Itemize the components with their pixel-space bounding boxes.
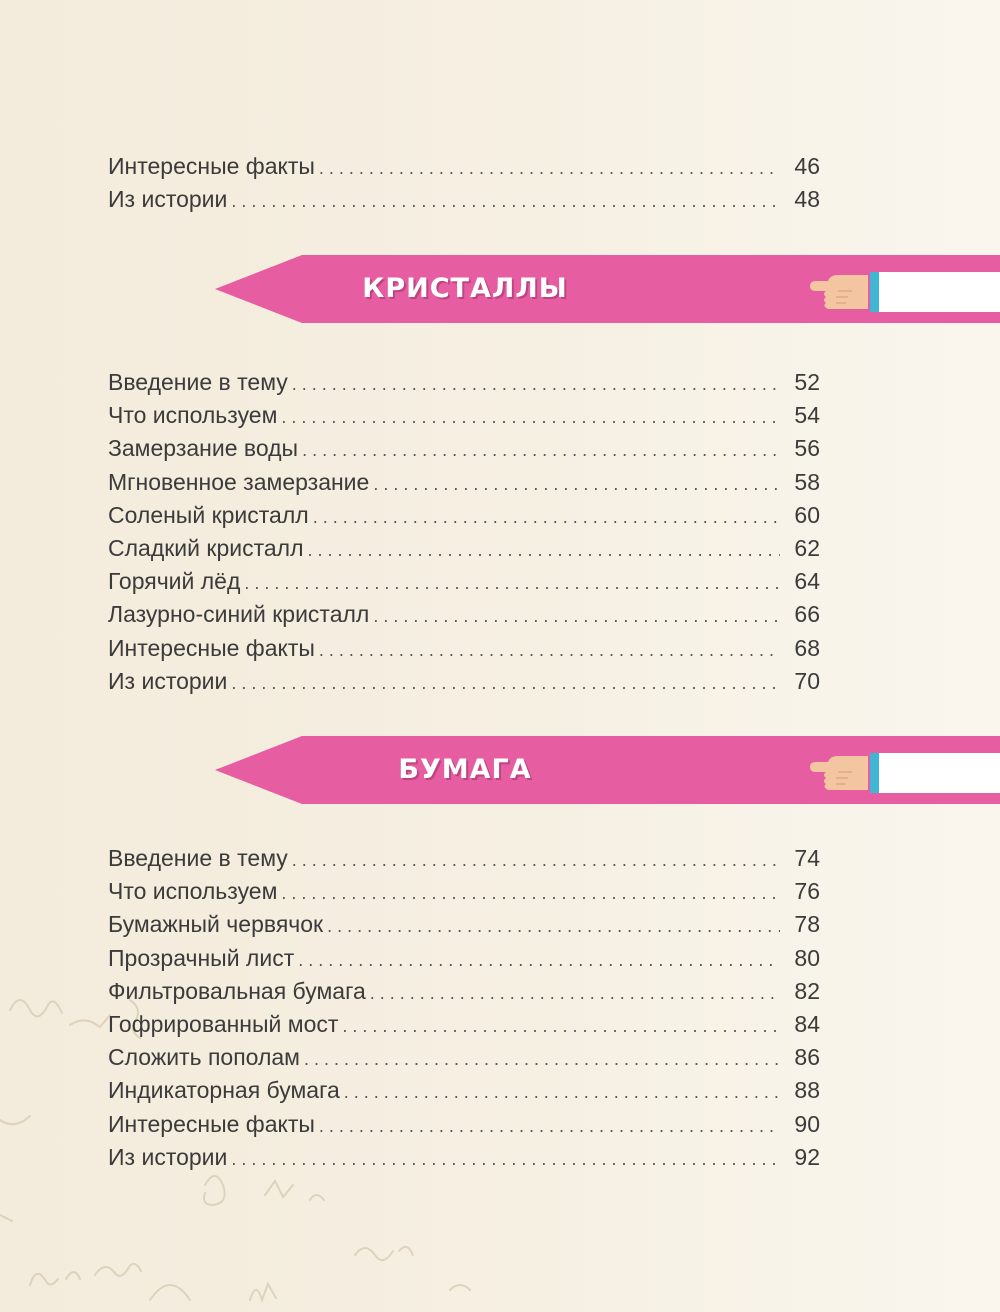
toc-entry-title: Интересные факты xyxy=(108,153,315,179)
section-banner-crystals[interactable] xyxy=(0,255,1000,325)
toc-entry-title: Из истории xyxy=(108,1143,228,1170)
toc-entry[interactable] xyxy=(108,975,820,1008)
toc-leader-dots xyxy=(370,977,780,1010)
toc-leader-dots xyxy=(231,667,780,700)
toc-entry-page: 46 xyxy=(794,153,820,179)
toc-entry[interactable] xyxy=(108,842,820,875)
toc-entry-title: Интересные факты xyxy=(108,634,315,661)
toc-entry-page: 86 xyxy=(794,1044,820,1071)
toc-leader-dots xyxy=(319,634,780,667)
toc-entry[interactable] xyxy=(108,1108,820,1141)
toc-entry-page: 58 xyxy=(794,468,820,495)
toc-entry-title: Сложить пополам xyxy=(108,1044,300,1071)
toc-entry-title: Введение в тему xyxy=(108,369,288,395)
toc-entry-title: Прозрачный лист xyxy=(108,944,295,971)
toc-entry-title: Из истории xyxy=(108,667,228,694)
toc-leader-dots xyxy=(304,1043,780,1076)
toc-entry[interactable] xyxy=(108,466,820,499)
toc-leader-dots xyxy=(281,877,780,910)
toc-leader-dots xyxy=(319,152,780,185)
toc-leader-dots xyxy=(292,844,780,877)
toc-entry-page: 62 xyxy=(794,534,820,561)
toc-entry-page: 92 xyxy=(794,1143,820,1170)
toc-entry-title: Горячий лёд xyxy=(108,568,241,595)
toc-leader-dots xyxy=(313,501,780,534)
toc-entry-title: Мгновенное замерзание xyxy=(108,468,370,495)
toc-entry[interactable] xyxy=(108,183,820,216)
toc-leader-dots xyxy=(373,600,780,633)
toc-entry[interactable] xyxy=(108,665,820,698)
toc-entry-page: 84 xyxy=(794,1010,820,1037)
toc-list-paper xyxy=(108,842,820,1174)
section-title: БУМАГА xyxy=(398,754,532,785)
toc-entry-page: 68 xyxy=(794,634,820,661)
toc-entry-page: 52 xyxy=(794,369,820,395)
toc-entry-page: 90 xyxy=(794,1110,820,1137)
toc-entry-title: Из истории xyxy=(108,186,228,213)
pointing-hand-icon xyxy=(810,272,1000,312)
toc-entry[interactable] xyxy=(108,1074,820,1107)
toc-leader-dots xyxy=(319,1110,780,1143)
toc-entry-title: Введение в тему xyxy=(108,845,288,871)
toc-leader-dots xyxy=(292,368,780,401)
toc-leader-dots xyxy=(231,1143,780,1176)
toc-leader-dots xyxy=(281,401,780,434)
toc-leader-dots xyxy=(327,910,780,943)
toc-entry[interactable] xyxy=(108,150,820,183)
toc-entry-title: Что используем xyxy=(108,402,278,429)
toc-entry-page: 48 xyxy=(794,186,820,213)
toc-entry-title: Бумажный червячок xyxy=(108,911,324,938)
toc-intro-tail xyxy=(108,150,820,216)
toc-entry[interactable] xyxy=(108,875,820,908)
toc-entry-page: 76 xyxy=(794,878,820,905)
toc-entry-title: Сладкий кристалл xyxy=(108,534,304,561)
toc-entry[interactable] xyxy=(108,532,820,565)
toc-entry-title: Гофрированный мост xyxy=(108,1010,339,1037)
pointing-hand-icon xyxy=(810,753,1000,793)
toc-entry[interactable] xyxy=(108,1041,820,1074)
toc-leader-dots xyxy=(344,1076,780,1109)
toc-entry[interactable] xyxy=(108,1141,820,1174)
section-banner-paper[interactable] xyxy=(0,736,1000,806)
toc-entry-page: 80 xyxy=(794,944,820,971)
toc-leader-dots xyxy=(302,434,780,467)
toc-entry-title: Интересные факты xyxy=(108,1110,315,1137)
toc-leader-dots xyxy=(231,185,780,218)
toc-entry-page: 60 xyxy=(794,501,820,528)
toc-entry-title: Соленый кристалл xyxy=(108,501,309,528)
toc-entry[interactable] xyxy=(108,565,820,598)
toc-entry[interactable] xyxy=(108,1008,820,1041)
toc-entry[interactable] xyxy=(108,598,820,631)
toc-entry[interactable] xyxy=(108,499,820,532)
toc-entry-title: Индикаторная бумага xyxy=(108,1077,340,1104)
toc-entry-page: 82 xyxy=(794,977,820,1004)
toc-list-crystals xyxy=(108,366,820,698)
toc-entry-page: 66 xyxy=(794,601,820,628)
toc-entry-title: Замерзание воды xyxy=(108,435,299,462)
toc-leader-dots xyxy=(342,1010,780,1043)
toc-entry-page: 64 xyxy=(794,568,820,595)
toc-entry-title: Что используем xyxy=(108,878,278,905)
toc-entry[interactable] xyxy=(108,399,820,432)
toc-entry[interactable] xyxy=(108,366,820,399)
toc-entry-title: Лазурно-синий кристалл xyxy=(108,601,370,628)
toc-entry-title: Фильтровальная бумага xyxy=(108,977,366,1004)
toc-entry-page: 88 xyxy=(794,1077,820,1104)
toc-entry-page: 74 xyxy=(794,845,820,871)
toc-leader-dots xyxy=(308,534,781,567)
toc-leader-dots xyxy=(298,944,780,977)
toc-entry[interactable] xyxy=(108,632,820,665)
toc-entry[interactable] xyxy=(108,432,820,465)
toc-entry-page: 54 xyxy=(794,402,820,429)
toc-entry[interactable] xyxy=(108,942,820,975)
toc-entry-page: 78 xyxy=(794,911,820,938)
toc-entry-page: 70 xyxy=(794,667,820,694)
toc-entry[interactable] xyxy=(108,908,820,941)
toc-leader-dots xyxy=(373,468,780,501)
toc-leader-dots xyxy=(244,567,780,600)
section-title: КРИСТАЛЛЫ xyxy=(362,273,568,304)
toc-entry-page: 56 xyxy=(794,435,820,462)
